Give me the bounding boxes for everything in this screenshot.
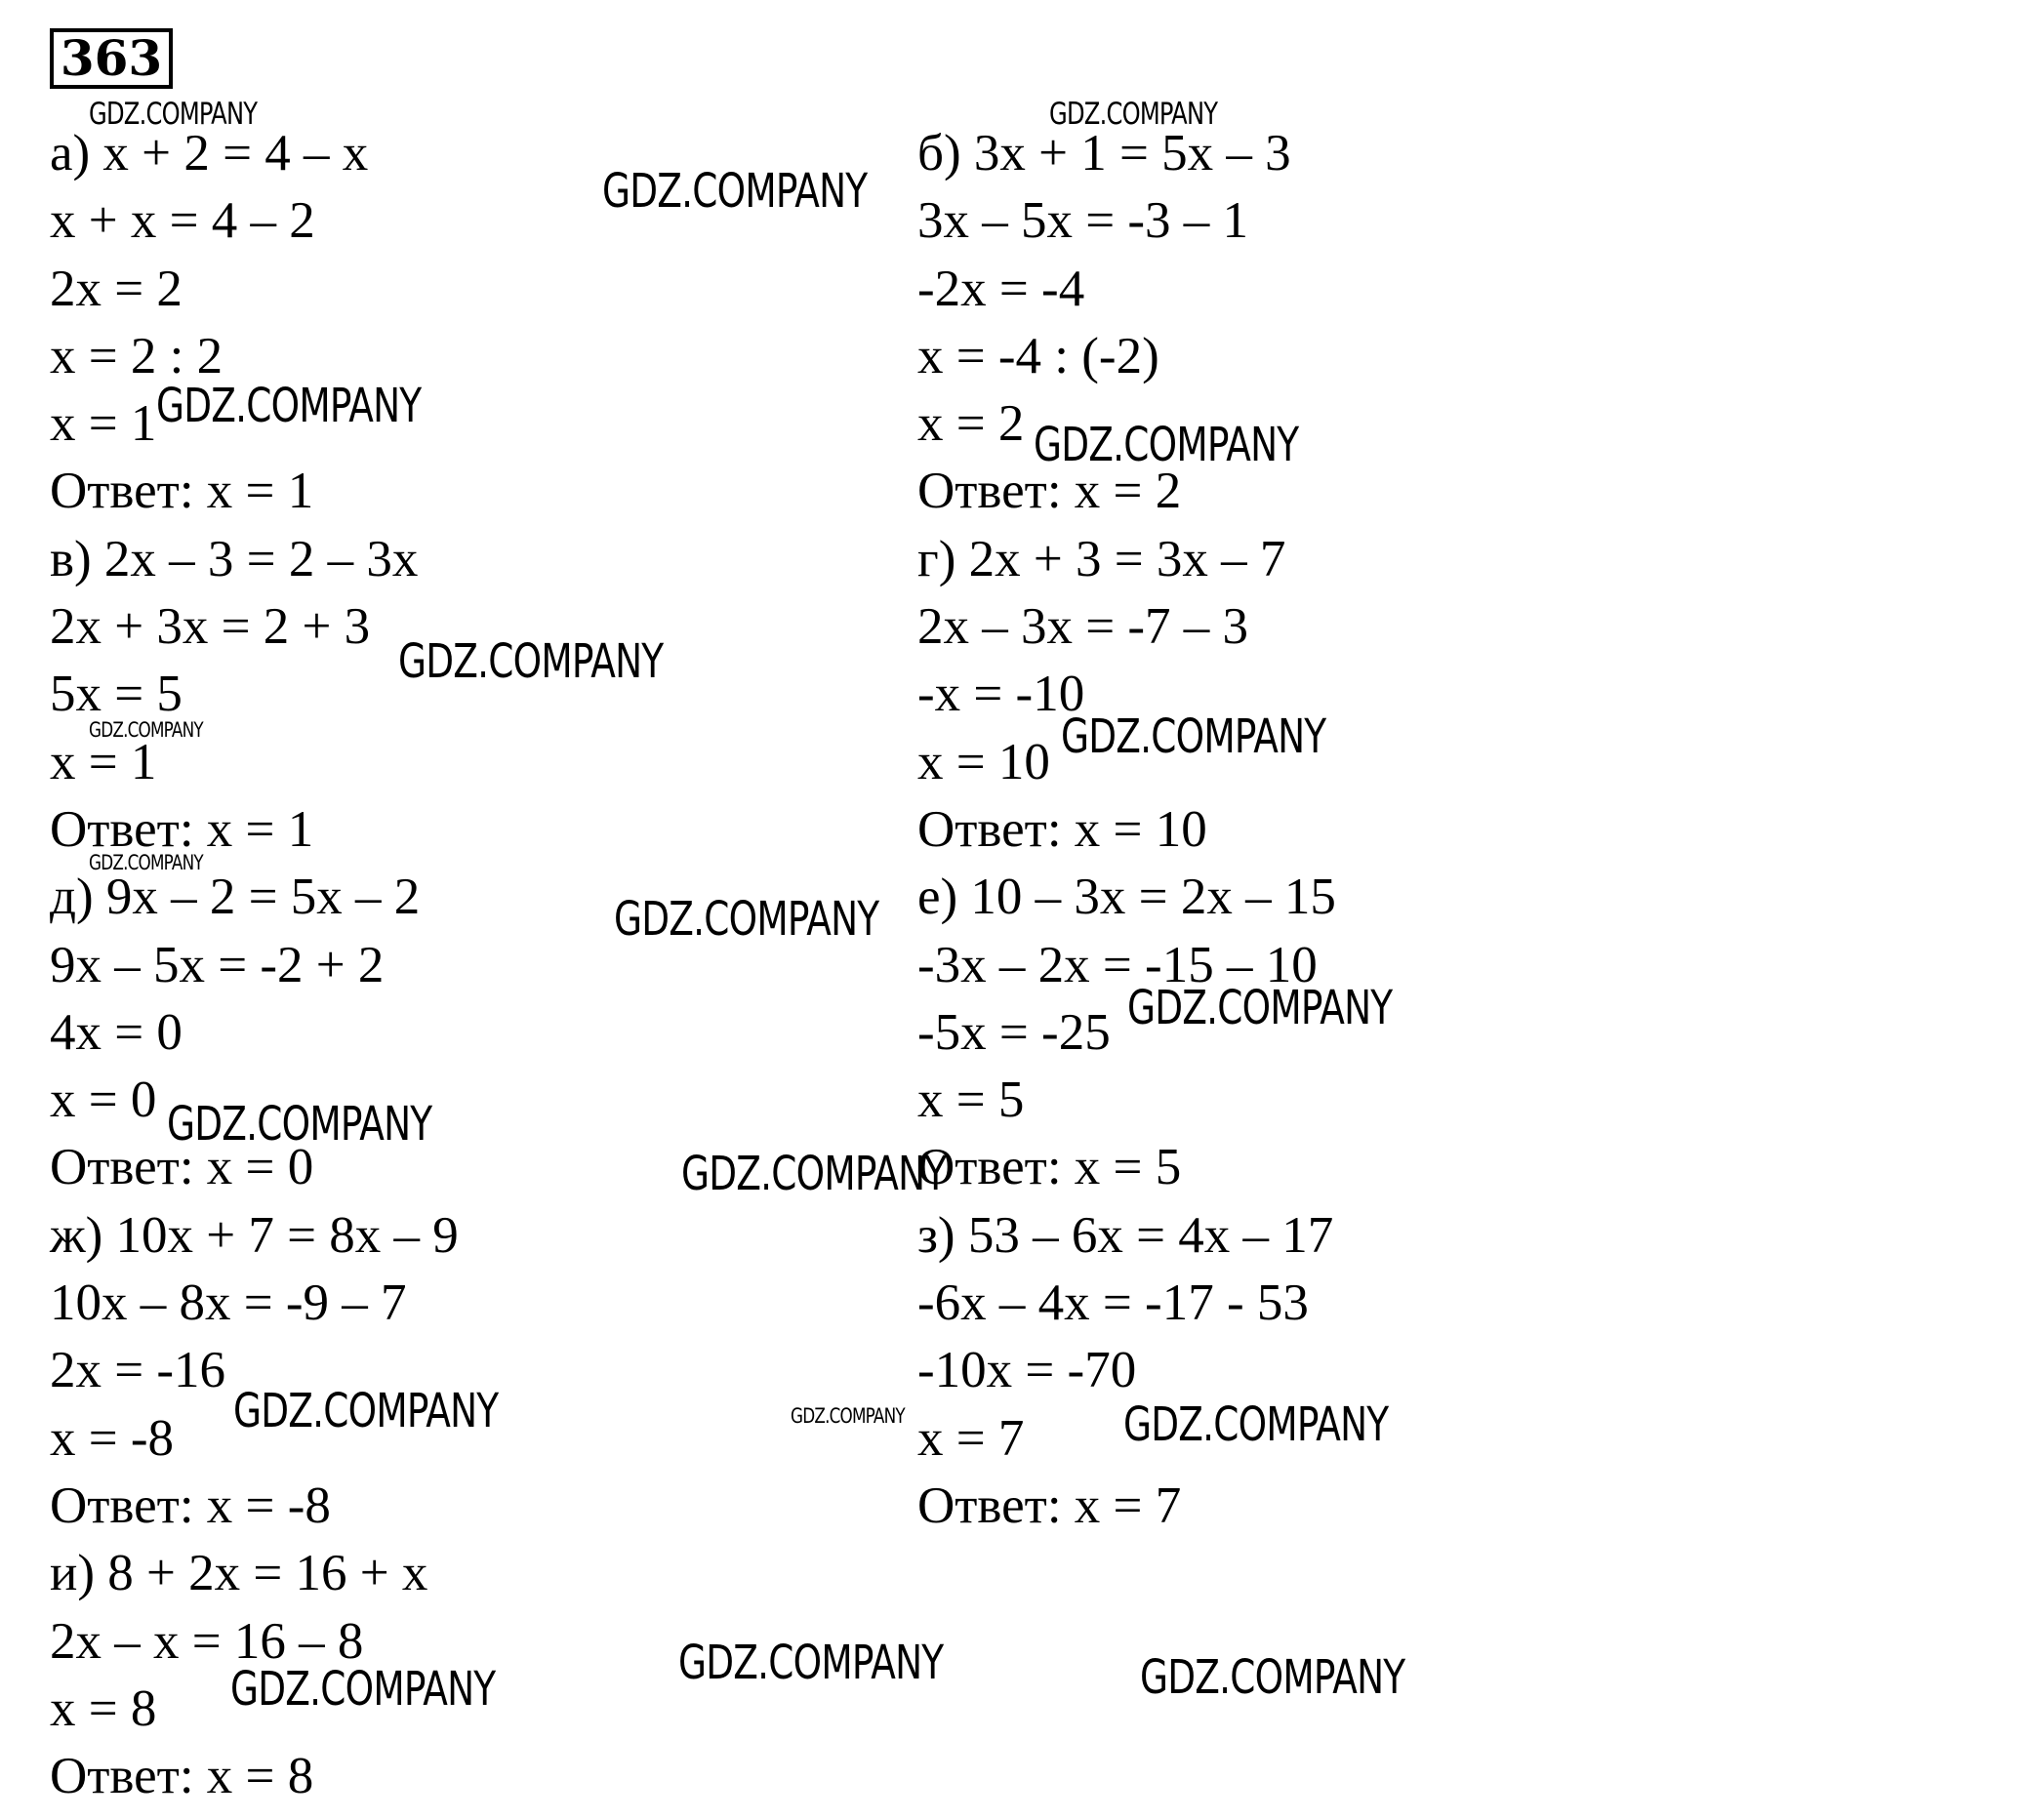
equation-line: г) 2x + 3 = 3x – 7 [917,530,1286,587]
equation-line: 2x = 2 [50,260,183,317]
equation-line: x + x = 4 – 2 [50,192,315,250]
watermark-text: GDZ.COMPANY [89,97,258,132]
answer-line: Ответ: x = 8 [50,1748,314,1805]
equation-line: 5x = 5 [50,666,183,723]
equation-line: x = 0 [50,1072,157,1129]
equation-line: x = -8 [50,1409,175,1467]
watermark-text: GDZ.COMPANY [1061,709,1326,764]
answer-line: Ответ: x = 1 [50,800,314,858]
equation-line: и) 8 + 2x = 16 + x [50,1545,428,1602]
answer-line: Ответ: x = 1 [50,463,314,520]
left-solutions-column [50,120,459,1810]
equation-line: е) 10 – 3x = 2x – 15 [917,869,1336,926]
equation-line: 2x – x = 16 – 8 [50,1612,364,1670]
watermark-text: GDZ.COMPANY [1140,1650,1405,1705]
equation-line: x = 1 [50,395,157,453]
equation-line: x = 10 [917,733,1050,790]
exercise-number-box: 363 [50,28,173,89]
equation-line: -2x = -4 [917,260,1085,317]
equation-line: x = 5 [917,1072,1025,1129]
equation-line: x = 1 [50,733,157,790]
answer-line: Ответ: x = 0 [50,1139,314,1196]
watermark-text: GDZ.COMPANY [156,379,422,433]
equation-line: x = -4 : (-2) [917,327,1159,384]
watermark-text: GDZ.COMPANY [233,1384,499,1438]
answer-line: Ответ: x = 5 [917,1139,1182,1196]
watermark-text: GDZ.COMPANY [1034,418,1299,472]
equation-line: x = 8 [50,1679,157,1737]
equation-line: x = 2 [917,395,1025,453]
watermark-text: GDZ.COMPANY [167,1097,432,1152]
equation-line: в) 2x – 3 = 2 – 3x [50,530,419,587]
watermark-text: GDZ.COMPANY [89,851,203,874]
equation-line: -x = -10 [917,666,1085,723]
equation-line: б) 3x + 1 = 5x – 3 [917,125,1291,182]
right-solutions-column [917,120,1336,1540]
equation-line: 9x – 5x = -2 + 2 [50,936,385,993]
answer-line: Ответ: x = 7 [917,1476,1182,1534]
watermark-text: GDZ.COMPANY [1123,1397,1389,1452]
equation-line: -3x – 2x = -15 – 10 [917,936,1318,993]
equation-line: а) x + 2 = 4 – x [50,125,369,182]
equation-line: д) 9x – 2 = 5x – 2 [50,869,421,926]
equation-line: 3x – 5x = -3 – 1 [917,192,1249,250]
watermark-text: GDZ.COMPANY [614,892,879,947]
equation-line: -5x = -25 [917,1003,1111,1061]
watermark-text: GDZ.COMPANY [1049,97,1218,132]
equation-line: з) 53 – 6x = 4x – 17 [917,1206,1334,1264]
equation-line: x = 2 : 2 [50,327,224,384]
answer-line: Ответ: x = 10 [917,800,1207,858]
equation-line: 4x = 0 [50,1003,183,1061]
equation-line: 10x – 8x = -9 – 7 [50,1274,407,1332]
watermark-text: GDZ.COMPANY [791,1404,905,1428]
watermark-text: GDZ.COMPANY [89,718,203,742]
watermark-text: GDZ.COMPANY [681,1147,947,1201]
equation-line: ж) 10x + 7 = 8x – 9 [50,1206,459,1264]
watermark-text: GDZ.COMPANY [602,164,868,219]
watermark-text: GDZ.COMPANY [678,1636,944,1690]
equation-line: 2x – 3x = -7 – 3 [917,598,1249,656]
equation-line: 2x + 3x = 2 + 3 [50,598,371,656]
watermark-text: GDZ.COMPANY [230,1662,496,1717]
equation-line: x = 7 [917,1409,1025,1467]
watermark-text: GDZ.COMPANY [1127,981,1393,1035]
equation-line: 2x = -16 [50,1342,226,1399]
answer-line: Ответ: x = 2 [917,463,1182,520]
answer-line: Ответ: x = -8 [50,1476,331,1534]
watermark-text: GDZ.COMPANY [398,634,664,689]
equation-line: -10x = -70 [917,1342,1137,1399]
equation-line: -6x – 4x = -17 - 53 [917,1274,1309,1332]
